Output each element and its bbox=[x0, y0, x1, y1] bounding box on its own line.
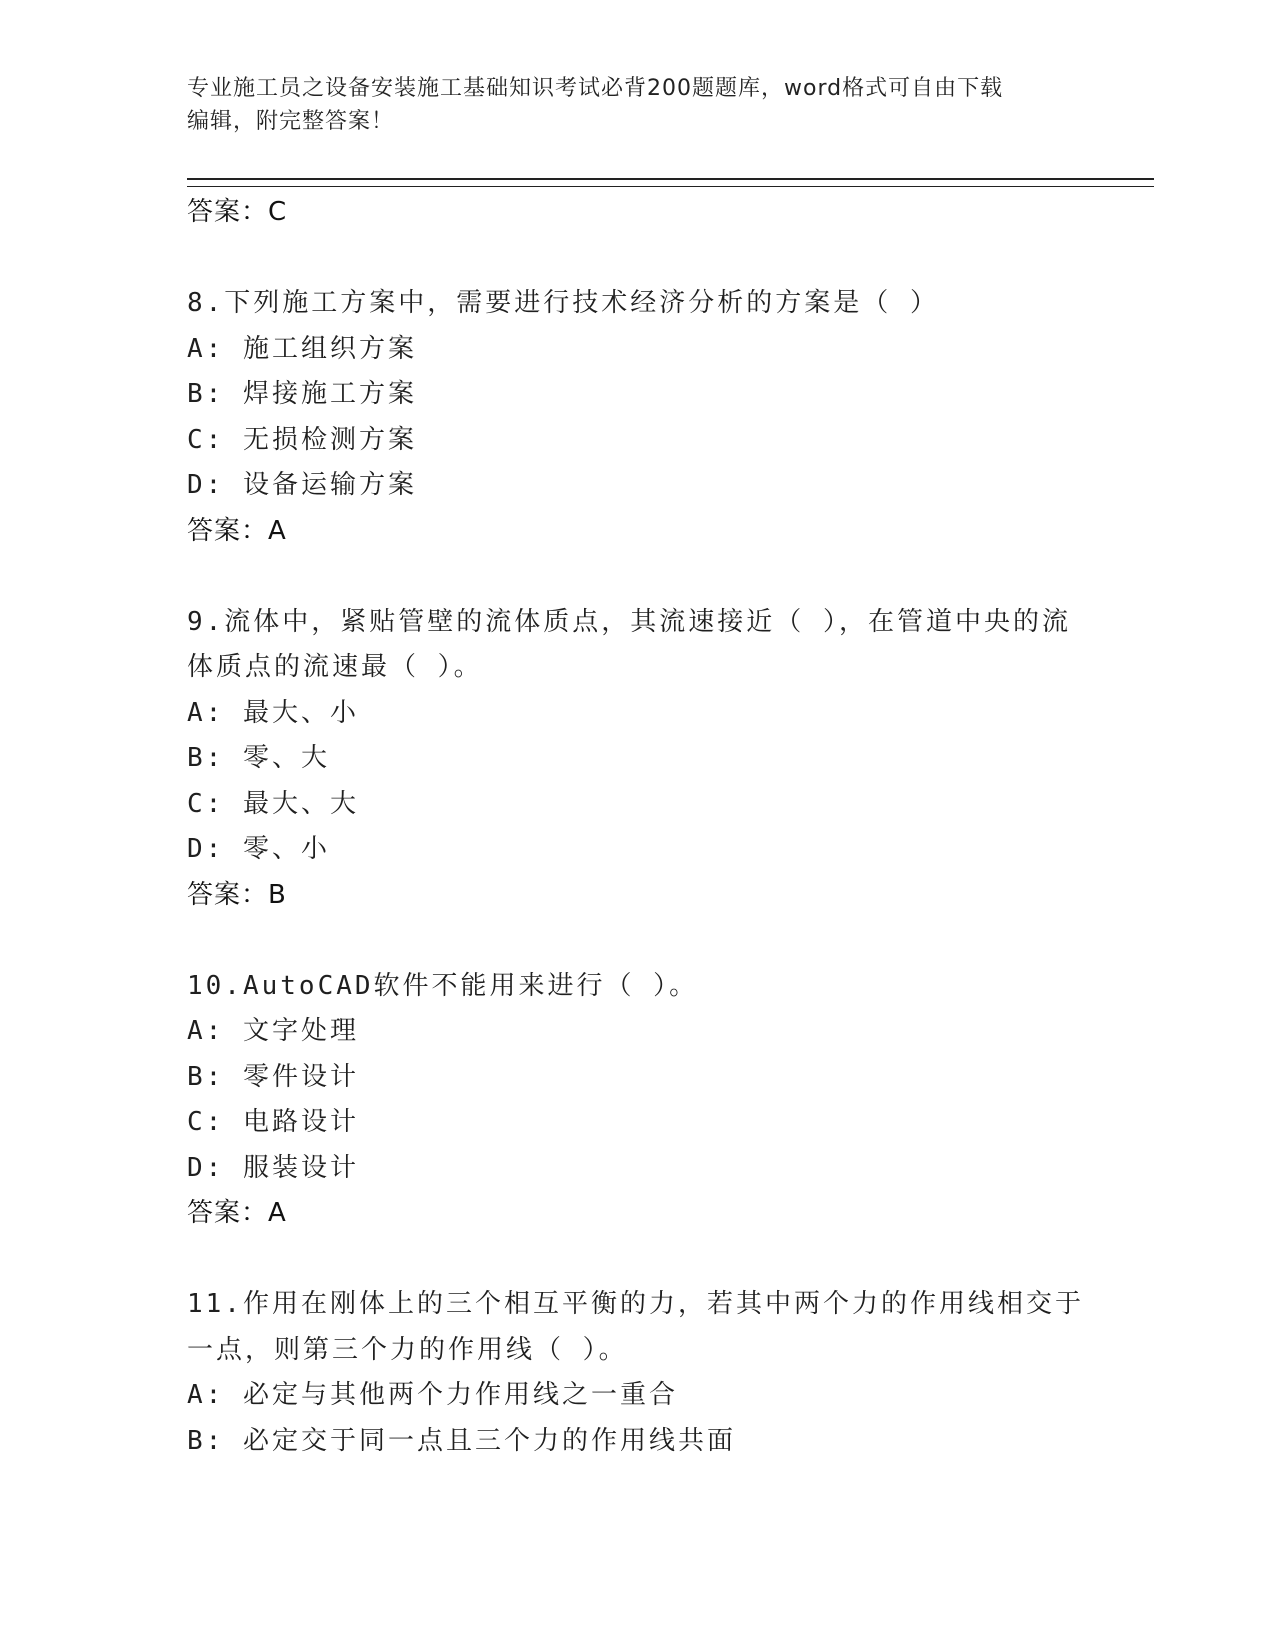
document-body bbox=[187, 190, 1087, 1464]
header-title-line-1: 专业施工员之设备安装施工基础知识考试必背200题题库，word格式可自由下载 bbox=[187, 76, 1004, 101]
spacer bbox=[187, 918, 1087, 964]
answer-line: 答案：A bbox=[187, 515, 287, 546]
option-b: B: 焊接施工方案 bbox=[187, 379, 417, 409]
spacer bbox=[187, 1237, 1087, 1283]
header-title-line-2: 编辑，附完整答案！ bbox=[187, 109, 395, 134]
spacer bbox=[187, 554, 1087, 600]
option-b: B: 必定交于同一点且三个力的作用线共面 bbox=[187, 1425, 736, 1456]
question-block bbox=[187, 1282, 1087, 1464]
question-block bbox=[187, 600, 1087, 919]
option-c: C: 电路设计 bbox=[187, 1107, 359, 1137]
option-a: A: 最大、小 bbox=[187, 697, 359, 728]
option-c: C: 最大、大 bbox=[187, 788, 359, 819]
question-text: 10.AutoCAD软件不能用来进行（ ）。 bbox=[187, 970, 699, 1001]
answer-line: 答案：A bbox=[187, 1198, 287, 1228]
question-text-continued: 一点，则第三个力的作用线（ ）。 bbox=[187, 1334, 628, 1365]
option-a: A: 文字处理 bbox=[187, 1016, 359, 1046]
option-d: D: 服装设计 bbox=[187, 1152, 359, 1183]
option-a: A: 施工组织方案 bbox=[187, 333, 417, 364]
option-b: B: 零件设计 bbox=[187, 1061, 359, 1092]
option-d: D: 零、小 bbox=[187, 834, 330, 864]
option-b: B: 零、大 bbox=[187, 743, 330, 773]
question-text: 9.流体中，紧贴管壁的流体质点，其流速接近（ ），在管道中央的流 bbox=[187, 606, 1071, 637]
header-divider bbox=[187, 178, 1154, 187]
question-text-continued: 体质点的流速最（ ）。 bbox=[187, 652, 483, 682]
question-text: 11.作用在刚体上的三个相互平衡的力，若其中两个力的作用线相交于 bbox=[187, 1289, 1084, 1319]
option-a: A: 必定与其他两个力作用线之一重合 bbox=[187, 1380, 678, 1410]
question-block bbox=[187, 281, 1087, 554]
question-text: 8.下列施工方案中，需要进行技术经济分析的方案是（ ） bbox=[187, 288, 939, 318]
answer-line: 答案：B bbox=[187, 879, 287, 910]
option-c: C: 无损检测方案 bbox=[187, 424, 417, 455]
answer-line: 答案：C bbox=[187, 197, 288, 227]
option-d: D: 设备运输方案 bbox=[187, 470, 417, 500]
spacer bbox=[187, 236, 1087, 282]
document-header bbox=[187, 72, 1087, 138]
question-block bbox=[187, 964, 1087, 1237]
